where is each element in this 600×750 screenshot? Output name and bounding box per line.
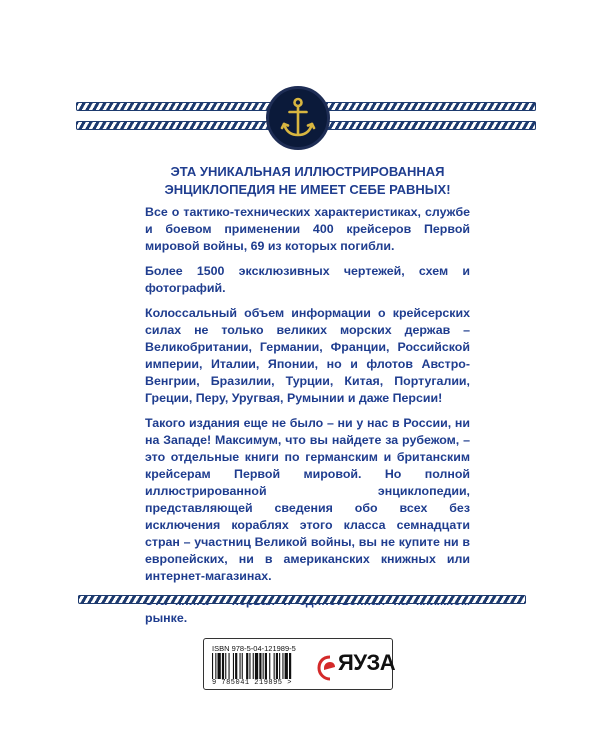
barcode-bar bbox=[269, 653, 270, 679]
barcode-bar bbox=[235, 653, 237, 679]
barcode-bar bbox=[229, 653, 230, 679]
barcode-bar bbox=[279, 653, 280, 679]
paragraph-first: рынке. bbox=[145, 611, 188, 625]
back-cover-text bbox=[145, 163, 470, 635]
paragraph-drawings: Более 1500 эксклюзивных чертежей, схем и фотографий. bbox=[145, 264, 470, 295]
barcode-bar bbox=[240, 653, 241, 679]
barcode-bar bbox=[265, 653, 267, 679]
barcode-bar bbox=[253, 653, 254, 679]
paragraph-unique: Такого издания еще не было – ни у нас в России, ни на Западе! Максимум, что вы найдете за рубежом, – это отдельные книги по германским и британским крейсерам Первой мировой. Но полной иллюстрированной энциклопедии, представляющей сведения обо всех без исключения кораблях этого класса семнадцати стран – участниц Великой войны, вы не купите ни в европейских, ни в американских книжных или интернет-магазинах. bbox=[145, 416, 470, 583]
barcode-bar bbox=[242, 653, 243, 679]
barcode-bar bbox=[259, 653, 261, 679]
barcode-bar bbox=[276, 653, 278, 679]
barcode-bar bbox=[255, 653, 258, 679]
barcode-bar bbox=[246, 653, 248, 679]
anchor-emblem bbox=[266, 86, 330, 150]
barcode-digits: 9 785041 219895 > bbox=[212, 679, 292, 687]
barcode-bar bbox=[212, 653, 213, 679]
isbn-label: ISBN 978-5-04-121989-5 bbox=[212, 644, 296, 653]
headline bbox=[145, 163, 470, 198]
barcode-bar bbox=[222, 653, 224, 679]
barcode-bars bbox=[212, 653, 310, 679]
publisher-logo-icon bbox=[316, 653, 338, 683]
barcode-bar bbox=[225, 653, 226, 679]
barcode-bar bbox=[263, 653, 264, 679]
headline-line-2: ЭНЦИКЛОПЕДИЯ НЕ ИМЕЕТ СЕБЕ РАВНЫХ! bbox=[164, 181, 451, 197]
barcode-bar bbox=[282, 653, 283, 679]
barcode-bar bbox=[249, 653, 250, 679]
headline-line-1: ЭТА УНИКАЛЬНАЯ ИЛЛЮСТРИРОВАННАЯ bbox=[170, 164, 445, 179]
barcode-panel bbox=[203, 638, 396, 690]
paragraph-navies: Колоссальный объем информации о крейсерских силах не только великих морских держав – Великобритании, Германии, Франции, Российской империи, Италии, Японии, но и флотов Австро-Венгрии, Бразилии, Турции, Китая, Португалии, Греции, Перу, Уругвая, Румынии и даже Персии! bbox=[145, 306, 470, 405]
rope-border-bottom bbox=[78, 595, 526, 604]
anchor-icon bbox=[269, 89, 327, 147]
barcode-bar bbox=[274, 653, 275, 679]
barcode-bar bbox=[215, 653, 216, 679]
barcode-bar bbox=[233, 653, 234, 679]
barcode-bar bbox=[289, 653, 291, 679]
barcode-bar bbox=[285, 653, 288, 679]
barcode-bar bbox=[218, 653, 221, 679]
publisher-logo: ЯУЗА bbox=[338, 650, 396, 675]
paragraph-specs: Все о тактико-технических характеристиках, службе и боевом применении 400 крейсеров Первой мировой войны, 69 из которых погибли. bbox=[145, 205, 470, 253]
